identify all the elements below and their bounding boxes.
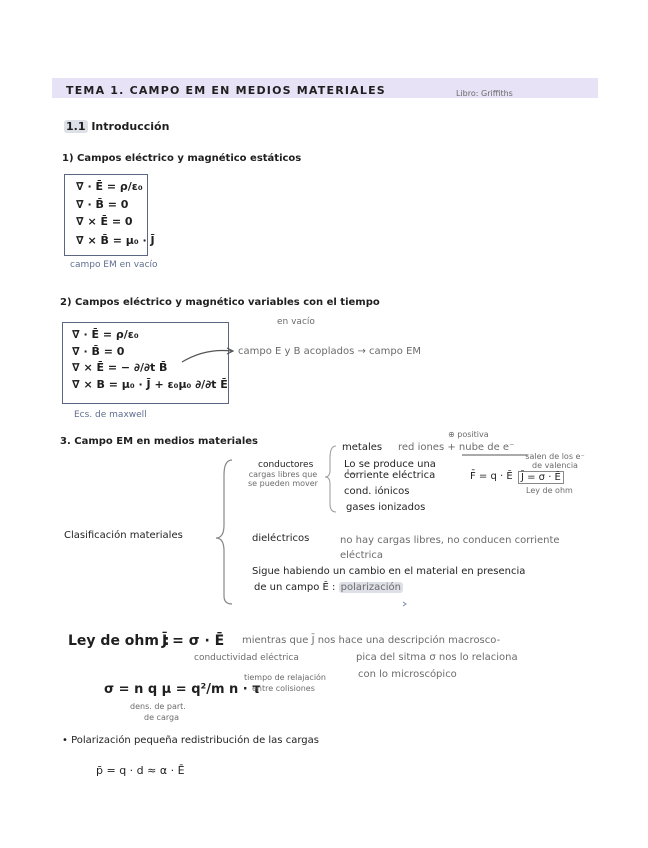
corriente-text: Lo se produce una corriente eléctrica [344,459,436,481]
ohm-formula: J̄ = σ · Ē [162,633,225,649]
coupling-arrow [182,350,232,362]
item2-subtitle: en vacío [277,317,315,327]
ohm-text-1: mientras que J̄ nos hace una descripción macrosco- [242,635,501,646]
conductores-note: cargas libres que se pueden mover [248,470,318,488]
item2-eq-4: ∇̄ × B = μ₀ · J̄ + ε₀μ₀ ∂/∂t Ē [72,378,228,391]
metales-detail: red iones + nube de e⁻ [398,442,515,453]
dens-note-2: de carga [144,713,179,722]
item1-eq-1: ∇̄ · Ē = ρ/ε₀ [76,180,143,193]
dielectricos-label: dieléctricos [252,533,310,544]
item2-caption: Ecs. de maxwell [74,410,147,420]
ohm-text-3: con lo microscópico [358,669,457,680]
polarizacion-line-1: Sigue habiendo un cambio en el material en presencia [252,566,526,577]
item2-title: 2) Campos eléctrico y magnético variables con el tiempo [60,297,380,308]
section-number: 1.1 [66,120,86,133]
item2-arrow-note: campo E y B acoplados → campo EM [238,346,422,357]
ohm-text-2: pica del sitma σ nos lo relaciona [356,652,518,663]
polarization-bullet: • Polarización pequeña redistribución de las cargas [62,735,319,746]
nube-note: salen de los e⁻ de valencia [525,452,585,470]
section-title: Introducción [91,120,170,133]
item3-title: 3. Campo EM en medios materiales [60,436,258,447]
item2-eq-2: ∇̄ · B̄ = 0 [72,345,125,358]
gases-label: gases ionizados [346,502,426,513]
ionicos-label: cond. iónicos [344,486,410,497]
page-title: TEMA 1. CAMPO EM EN MEDIOS MATERIALES [66,84,386,97]
sigma-formula: σ = n q μ = q²/m n · τ [104,682,261,697]
relax-note-2: entre colisiones [252,684,315,693]
relax-note-1: tiempo de relajación [244,673,327,682]
item1-eq-4: ∇̄ × B̄ = μ₀ · J̄ [76,234,155,247]
polarizacion-line-2-text: de un campo Ē : [254,582,336,593]
polarization-formula: p̄ = q · d ≈ α · Ē [96,764,185,777]
ohm-law-note: Ley de ohm [526,486,573,495]
author-note: Libro: Griffiths [456,89,513,98]
dielectricos-detail: no hay cargas libres, no conducen corriente eléctrica [340,535,560,561]
classification-brace [216,460,232,604]
metales-label: metales [342,442,383,453]
formula-force: F̄ = q · Ē [470,471,513,482]
item1-eq-2: ∇̄ · B̄ = 0 [76,198,129,211]
item1-eq-3: ∇̄ × Ē = 0 [76,215,133,228]
positive-note: ⊕ positiva [448,430,489,439]
polarizacion-word: polarización [340,582,401,593]
item1-title: 1) Campos eléctrico y magnético estáticos [62,153,302,164]
conductores-label: conductores [258,460,314,470]
corriente-arrow [348,469,356,474]
polarizacion-mark [403,602,406,606]
ohm-label: Ley de ohm : [68,633,170,649]
classification-label: Clasificación materiales [64,530,183,541]
conductores-brace [325,446,336,512]
item2-eq-3: ∇ × Ē = − ∂/∂t B̄ [72,361,168,374]
item1-caption: campo EM en vacío [70,260,158,270]
formula-current-density: J̄ = σ · Ē [518,471,564,484]
dens-note-1: dens. de part. [130,702,186,711]
sigma-note: conductividad eléctrica [194,653,299,663]
item2-eq-1: ∇̄ · Ē = ρ/ε₀ [72,328,139,341]
